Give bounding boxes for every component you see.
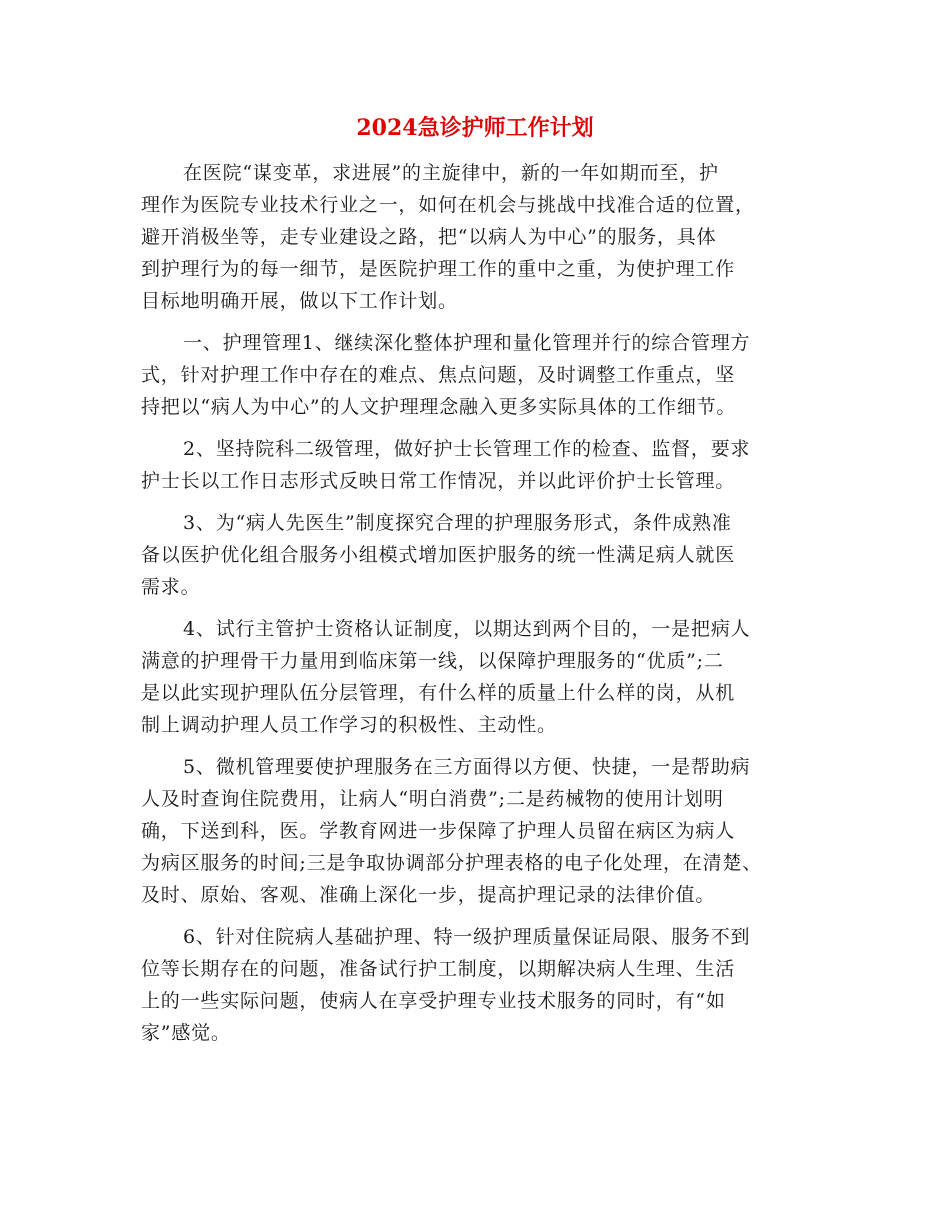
paragraph-line: 4、试行主管护士资格认证制度，以期达到两个目的，一是把病人 <box>183 618 751 640</box>
paragraph-line: 到护理行为的每一细节，是医院护理工作的重中之重，为使护理工作 <box>141 258 736 280</box>
paragraph-line: 式，针对护理工作中存在的难点、焦点问题，及时调整工作重点，坚 <box>141 364 736 386</box>
paragraph <box>141 157 813 317</box>
paragraph <box>141 613 813 741</box>
paragraph-line: 理作为医院专业技术行业之一，如何在机会与挑战中找准合适的位置， <box>141 194 755 216</box>
paragraph-line: 位等长期存在的问题，准备试行护工制度，以期解决病人生理、生活 <box>141 958 736 980</box>
paragraph-line: 5、微机管理要使护理服务在三方面得以方便、快捷，一是帮助病 <box>183 756 751 778</box>
paragraph-line: 备以医护优化组合服务小组模式增加医护服务的统一性满足病人就医 <box>141 544 736 566</box>
paragraph-line: 是以此实现护理队伍分层管理，有什么样的质量上什么样的岗，从机 <box>141 682 736 704</box>
paragraph-line: 需求。 <box>141 576 201 598</box>
paragraph-line: 持把以“病人为中心”的人文护理理念融入更多实际具体的工作细节。 <box>141 396 737 418</box>
paragraph-line: 2、坚持院科二级管理，做好护士长管理工作的检查、监督，要求 <box>183 438 751 460</box>
paragraph-line: 为病区服务的时间;三是争取协调部分护理表格的电子化处理，在清楚、 <box>141 852 763 874</box>
paragraph-line: 满意的护理骨干力量用到临床第一线，以保障护理服务的“优质”;二 <box>141 650 724 672</box>
document-body <box>141 157 813 1059</box>
paragraph-line: 家”感觉。 <box>141 1022 231 1044</box>
paragraph-line: 确，下送到科，医。学教育网进一步保障了护理人员留在病区为病人 <box>141 820 736 842</box>
paragraph-line: 6、针对住院病人基础护理、特一级护理质量保证局限、服务不到 <box>183 926 751 948</box>
paragraph-line: 制上调动护理人员工作学习的积极性、主动性。 <box>141 714 557 736</box>
paragraph <box>141 751 813 911</box>
paragraph <box>141 327 813 423</box>
paragraph-line: 人及时查询住院费用，让病人“明白消费”;二是药械物的使用计划明 <box>141 788 724 810</box>
paragraph-line: 一、护理管理1、继续深化整体护理和量化管理并行的综合管理方 <box>183 332 751 354</box>
paragraph-line: 3、为“病人先医生”制度探究合理的护理服务形式，条件成熟准 <box>183 512 732 534</box>
paragraph <box>141 433 813 497</box>
paragraph-line: 上的一些实际问题，使病人在享受护理专业技术服务的同时，有“如 <box>141 990 726 1012</box>
paragraph-line: 在医院“谋变革，求进展”的主旋律中，新的一年如期而至，护 <box>183 162 719 184</box>
paragraph-line: 护士长以工作日志形式反映日常工作情况，并以此评价护士长管理。 <box>141 470 736 492</box>
paragraph <box>141 507 813 603</box>
document-title: 2024急诊护师工作计划 <box>356 115 594 141</box>
paragraph <box>141 921 813 1049</box>
paragraph-line: 及时、原始、客观、准确上深化一步，提高护理记录的法律价值。 <box>141 884 716 906</box>
paragraph-line: 避开消极坐等，走专业建设之路，把“以病人为中心”的服务，具体 <box>141 226 717 248</box>
paragraph-line: 目标地明确开展，做以下工作计划。 <box>141 290 458 312</box>
